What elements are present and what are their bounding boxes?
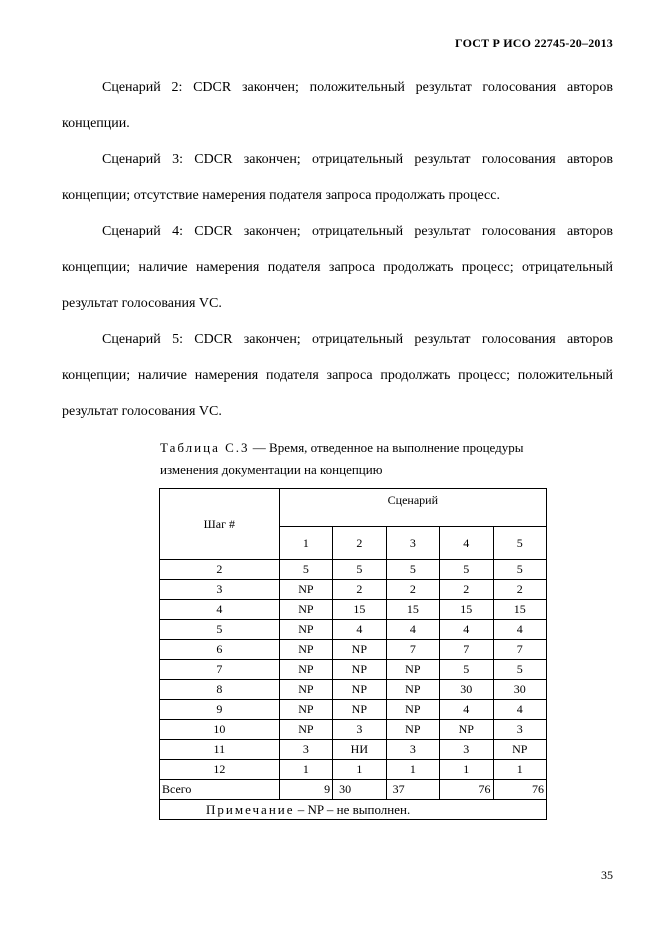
value-cell: 15	[386, 600, 440, 620]
scenario-number: 2	[333, 527, 387, 560]
table-row	[160, 740, 547, 760]
table-note	[160, 800, 547, 820]
total-cell: 30	[333, 780, 387, 800]
total-cell: 9	[279, 780, 332, 800]
table-row	[160, 720, 547, 740]
note-text: – NP – не выполнен.	[294, 801, 411, 817]
timing-table	[159, 488, 547, 820]
value-cell: NP	[333, 660, 387, 680]
value-cell: 30	[440, 680, 493, 700]
value-cell: 1	[440, 760, 493, 780]
value-cell: 5	[386, 560, 440, 580]
value-cell: 2	[386, 580, 440, 600]
total-label: Всего	[160, 780, 280, 800]
total-row	[160, 780, 547, 800]
table-row	[160, 640, 547, 660]
value-cell: NP	[333, 700, 387, 720]
step-cell: 2	[160, 560, 280, 580]
value-cell: 4	[333, 620, 387, 640]
table-row	[160, 760, 547, 780]
value-cell: НИ	[333, 740, 387, 760]
scenario-column-header: Сценарий	[279, 489, 546, 527]
value-cell: 7	[386, 640, 440, 660]
table-header-row	[160, 489, 547, 527]
paragraph-scenario-4: Сценарий 4: CDCR закончен; отрицательный результат голосования авторов концепции; наличие намерения подателя запроса продолжать процесс; отрицательный результат голосования VC.	[62, 224, 613, 311]
value-cell: 5	[333, 560, 387, 580]
value-cell: 7	[493, 640, 546, 660]
scenario-number: 5	[493, 527, 546, 560]
value-cell: 1	[279, 760, 332, 780]
value-cell: 15	[440, 600, 493, 620]
value-cell: NP	[386, 680, 440, 700]
value-cell: NP	[279, 720, 332, 740]
table-row	[160, 700, 547, 720]
table-row	[160, 660, 547, 680]
table-row	[160, 580, 547, 600]
note-label: Примечание	[206, 801, 295, 817]
value-cell: 4	[386, 620, 440, 640]
total-cell: 76	[440, 780, 493, 800]
paragraph-scenario-5: Сценарий 5: CDCR закончен; отрицательный результат голосования авторов концепции; наличие намерения подателя запроса продолжать процесс; положительный результат голосования VC.	[62, 332, 613, 419]
total-cell: 76	[493, 780, 546, 800]
value-cell: 4	[440, 620, 493, 640]
note-row	[160, 800, 547, 820]
table-row	[160, 560, 547, 580]
step-cell: 8	[160, 680, 280, 700]
step-cell: 10	[160, 720, 280, 740]
value-cell: NP	[279, 640, 332, 660]
value-cell: NP	[279, 620, 332, 640]
step-column-header: Шаг #	[160, 489, 280, 560]
value-cell: NP	[493, 740, 546, 760]
step-cell: 7	[160, 660, 280, 680]
value-cell: NP	[386, 700, 440, 720]
paragraph-scenario-3: Сценарий 3: CDCR закончен; отрицательный результат голосования авторов концепции; отсутствие намерения подателя запроса продолжать процесс.	[62, 152, 613, 203]
page-number: 35	[601, 868, 613, 882]
table-caption	[160, 437, 580, 481]
value-cell: 4	[493, 700, 546, 720]
value-cell: NP	[279, 600, 332, 620]
total-cell: 37	[386, 780, 440, 800]
value-cell: 5	[440, 660, 493, 680]
scenario-number: 3	[386, 527, 440, 560]
value-cell: 3	[440, 740, 493, 760]
value-cell: 2	[440, 580, 493, 600]
value-cell: 5	[493, 560, 546, 580]
value-cell: NP	[279, 580, 332, 600]
table-row	[160, 600, 547, 620]
value-cell: 15	[493, 600, 546, 620]
step-cell: 6	[160, 640, 280, 660]
value-cell: 4	[440, 700, 493, 720]
value-cell: 15	[333, 600, 387, 620]
value-cell: NP	[386, 720, 440, 740]
scenario-number: 4	[440, 527, 493, 560]
paragraph-scenario-2: Сценарий 2: CDCR закончен; положительный результат голосования авторов концепции.	[62, 80, 613, 131]
value-cell: 30	[493, 680, 546, 700]
table-body	[160, 560, 547, 780]
step-cell: 12	[160, 760, 280, 780]
step-cell: 9	[160, 700, 280, 720]
value-cell: 5	[493, 660, 546, 680]
step-cell: 5	[160, 620, 280, 640]
value-cell: 1	[386, 760, 440, 780]
value-cell: NP	[333, 640, 387, 660]
table-row	[160, 680, 547, 700]
step-cell: 11	[160, 740, 280, 760]
value-cell: NP	[279, 700, 332, 720]
value-cell: 1	[493, 760, 546, 780]
value-cell: 3	[493, 720, 546, 740]
value-cell: 2	[333, 580, 387, 600]
scenario-number: 1	[279, 527, 332, 560]
value-cell: 4	[493, 620, 546, 640]
value-cell: NP	[386, 660, 440, 680]
value-cell: 5	[279, 560, 332, 580]
value-cell: 7	[440, 640, 493, 660]
value-cell: NP	[440, 720, 493, 740]
value-cell: 3	[279, 740, 332, 760]
table-caption-text: — Время, отведенное на выполнение процедуры изменения документации на концепцию	[160, 440, 524, 477]
document-header: ГОСТ Р ИСО 22745-20–2013	[455, 36, 613, 50]
value-cell: 3	[386, 740, 440, 760]
value-cell: 1	[333, 760, 387, 780]
value-cell: 3	[333, 720, 387, 740]
step-cell: 3	[160, 580, 280, 600]
value-cell: 5	[440, 560, 493, 580]
table-row	[160, 620, 547, 640]
value-cell: NP	[279, 660, 332, 680]
value-cell: NP	[333, 680, 387, 700]
value-cell: 2	[493, 580, 546, 600]
value-cell: NP	[279, 680, 332, 700]
table-caption-label: Таблица С.3	[160, 440, 250, 455]
step-cell: 4	[160, 600, 280, 620]
